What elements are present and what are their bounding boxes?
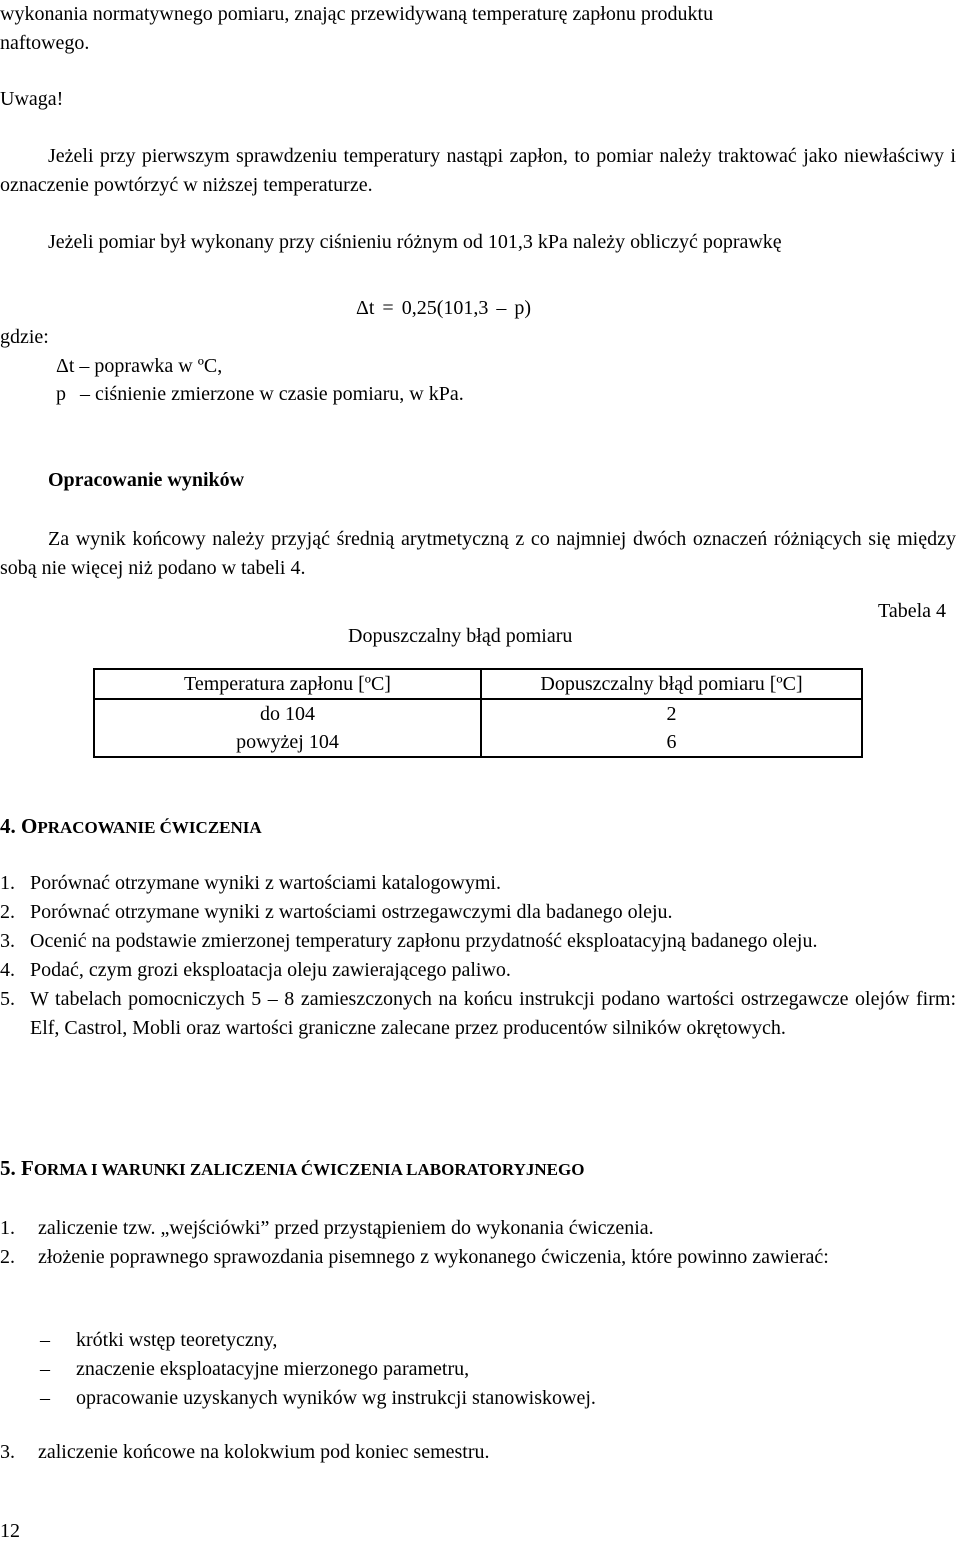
dash-bullet: – <box>40 1387 50 1409</box>
results-heading: Opracowanie wyników <box>48 469 245 491</box>
uwaga-paragraph: Jeżeli przy pierwszym sprawdzeniu temperatury nastąpi zapłon, to pomiar należy traktować jako niewłaściwy i oznaczenie powtórzyć w niższej temperaturze. <box>0 145 956 196</box>
list-item-number: 1. <box>0 872 15 894</box>
table-cell: powyżej 104 <box>94 728 481 757</box>
section5-heading <box>0 1154 584 1184</box>
list-item <box>0 1214 956 1243</box>
list-item-number: 2. <box>0 901 15 923</box>
list-item <box>0 1438 956 1467</box>
dash-list-text: krótki wstęp teoretyczny, <box>76 1329 278 1351</box>
list-item-number: 3. <box>0 930 15 952</box>
table-header-cell: Dopuszczalny błąd pomiaru [ºC] <box>481 669 862 699</box>
dash-list-item <box>0 1355 956 1384</box>
list-item-text: Porównać otrzymane wyniki z wartościami ostrzegawczymi dla badanego oleju. <box>30 901 673 923</box>
pressure-paragraph: Jeżeli pomiar był wykonany przy ciśnieniu różnym od 101,3 kPa należy obliczyć poprawkę <box>48 231 782 253</box>
dash-list-item <box>0 1384 956 1413</box>
list-item-number: 3. <box>0 1441 15 1463</box>
list-item-number: 4. <box>0 959 15 981</box>
list-item <box>0 956 956 985</box>
table-cell: 6 <box>481 728 862 757</box>
list-item <box>0 1243 956 1272</box>
list-item-text: zaliczenie końcowe na kolokwium pod koniec semestru. <box>38 1441 490 1463</box>
dash-bullet: – <box>40 1329 50 1351</box>
results-paragraph: Za wynik końcowy należy przyjąć średnią arytmetyczną z co najmniej dwóch oznaczeń różniących się między sobą nie więcej niż podano w tabeli 4. <box>0 528 956 579</box>
intro-line-2: naftowego. <box>0 32 90 54</box>
table-label: Tabela 4 <box>878 600 947 622</box>
correction-formula: Δt = 0,25(101,3 – p) <box>356 297 532 319</box>
list-item-text: W tabelach pomocniczych 5 – 8 zamieszczonych na końcu instrukcji podano wartości ostrzegawcze olejów firm: Elf, Castrol, Mobli oraz wartości graniczne zalecane przez producentów silników okrętowych. <box>30 988 956 1039</box>
dash-list-text: opracowanie uzyskanych wyników wg instrukcji stanowiskowej. <box>76 1387 596 1409</box>
list-item <box>0 898 956 927</box>
section4-title: PRACOWANIE ĆWICZENIA <box>37 818 262 837</box>
dash-list-item <box>0 1326 956 1355</box>
list-item-number: 1. <box>0 1217 15 1239</box>
definition-dt: Δt – poprawka w ºC, <box>56 355 223 377</box>
table-row <box>94 728 862 757</box>
error-table <box>93 668 863 758</box>
list-item <box>0 927 956 956</box>
list-item-number: 5. <box>0 988 15 1010</box>
report-contents-list <box>0 1326 956 1413</box>
uwaga-label: Uwaga! <box>0 88 64 110</box>
gdzie-label: gdzie: <box>0 326 49 348</box>
table-header-cell: Temperatura zapłonu [ºC] <box>94 669 481 699</box>
section5-title-part1: ORMA I WARUNKI ZALICZENIA <box>33 1160 301 1179</box>
list-item <box>0 869 956 898</box>
intro-line-1: wykonania normatywnego pomiaru, znając przewidywaną temperaturę zapłonu produktu <box>0 3 714 25</box>
list-item-text: zaliczenie tzw. „wejściówki” przed przystąpieniem do wykonania ćwiczenia. <box>38 1217 654 1239</box>
table-cell: do 104 <box>94 699 481 728</box>
table-row <box>94 699 862 728</box>
section4-list <box>0 869 956 1043</box>
dash-bullet: – <box>40 1358 50 1380</box>
section5-list <box>0 1214 956 1272</box>
page-number: 12 <box>0 1520 20 1542</box>
section5-number: 5. F <box>0 1156 34 1180</box>
table-title: Dopuszczalny błąd pomiaru <box>348 625 573 647</box>
list-item-text: złożenie poprawnego sprawozdania pisemnego z wykonanego ćwiczenia, które powinno zawierać: <box>38 1246 829 1268</box>
section4-heading <box>0 812 262 842</box>
list-item-text: Ocenić na podstawie zmierzonej temperatury zapłonu przydatność eksploatacyjną badanego oleju. <box>30 930 818 952</box>
section5-title-part2: ĆWICZENIA LABORATORYJNEGO <box>300 1160 585 1179</box>
list-item-number: 2. <box>0 1246 15 1268</box>
definition-p-text: – ciśnienie zmierzone w czasie pomiaru, w kPa. <box>80 383 464 405</box>
table-cell: 2 <box>481 699 862 728</box>
table-header-row <box>94 669 862 699</box>
section4-number: 4. O <box>0 814 38 838</box>
definition-p-symbol: p <box>56 383 66 405</box>
list-item-text: Podać, czym grozi eksploatacja oleju zawierającego paliwo. <box>30 959 511 981</box>
dash-list-text: znaczenie eksploatacyjne mierzonego parametru, <box>76 1358 470 1380</box>
list-item-text: Porównać otrzymane wyniki z wartościami katalogowymi. <box>30 872 501 894</box>
list-item <box>0 985 956 1043</box>
